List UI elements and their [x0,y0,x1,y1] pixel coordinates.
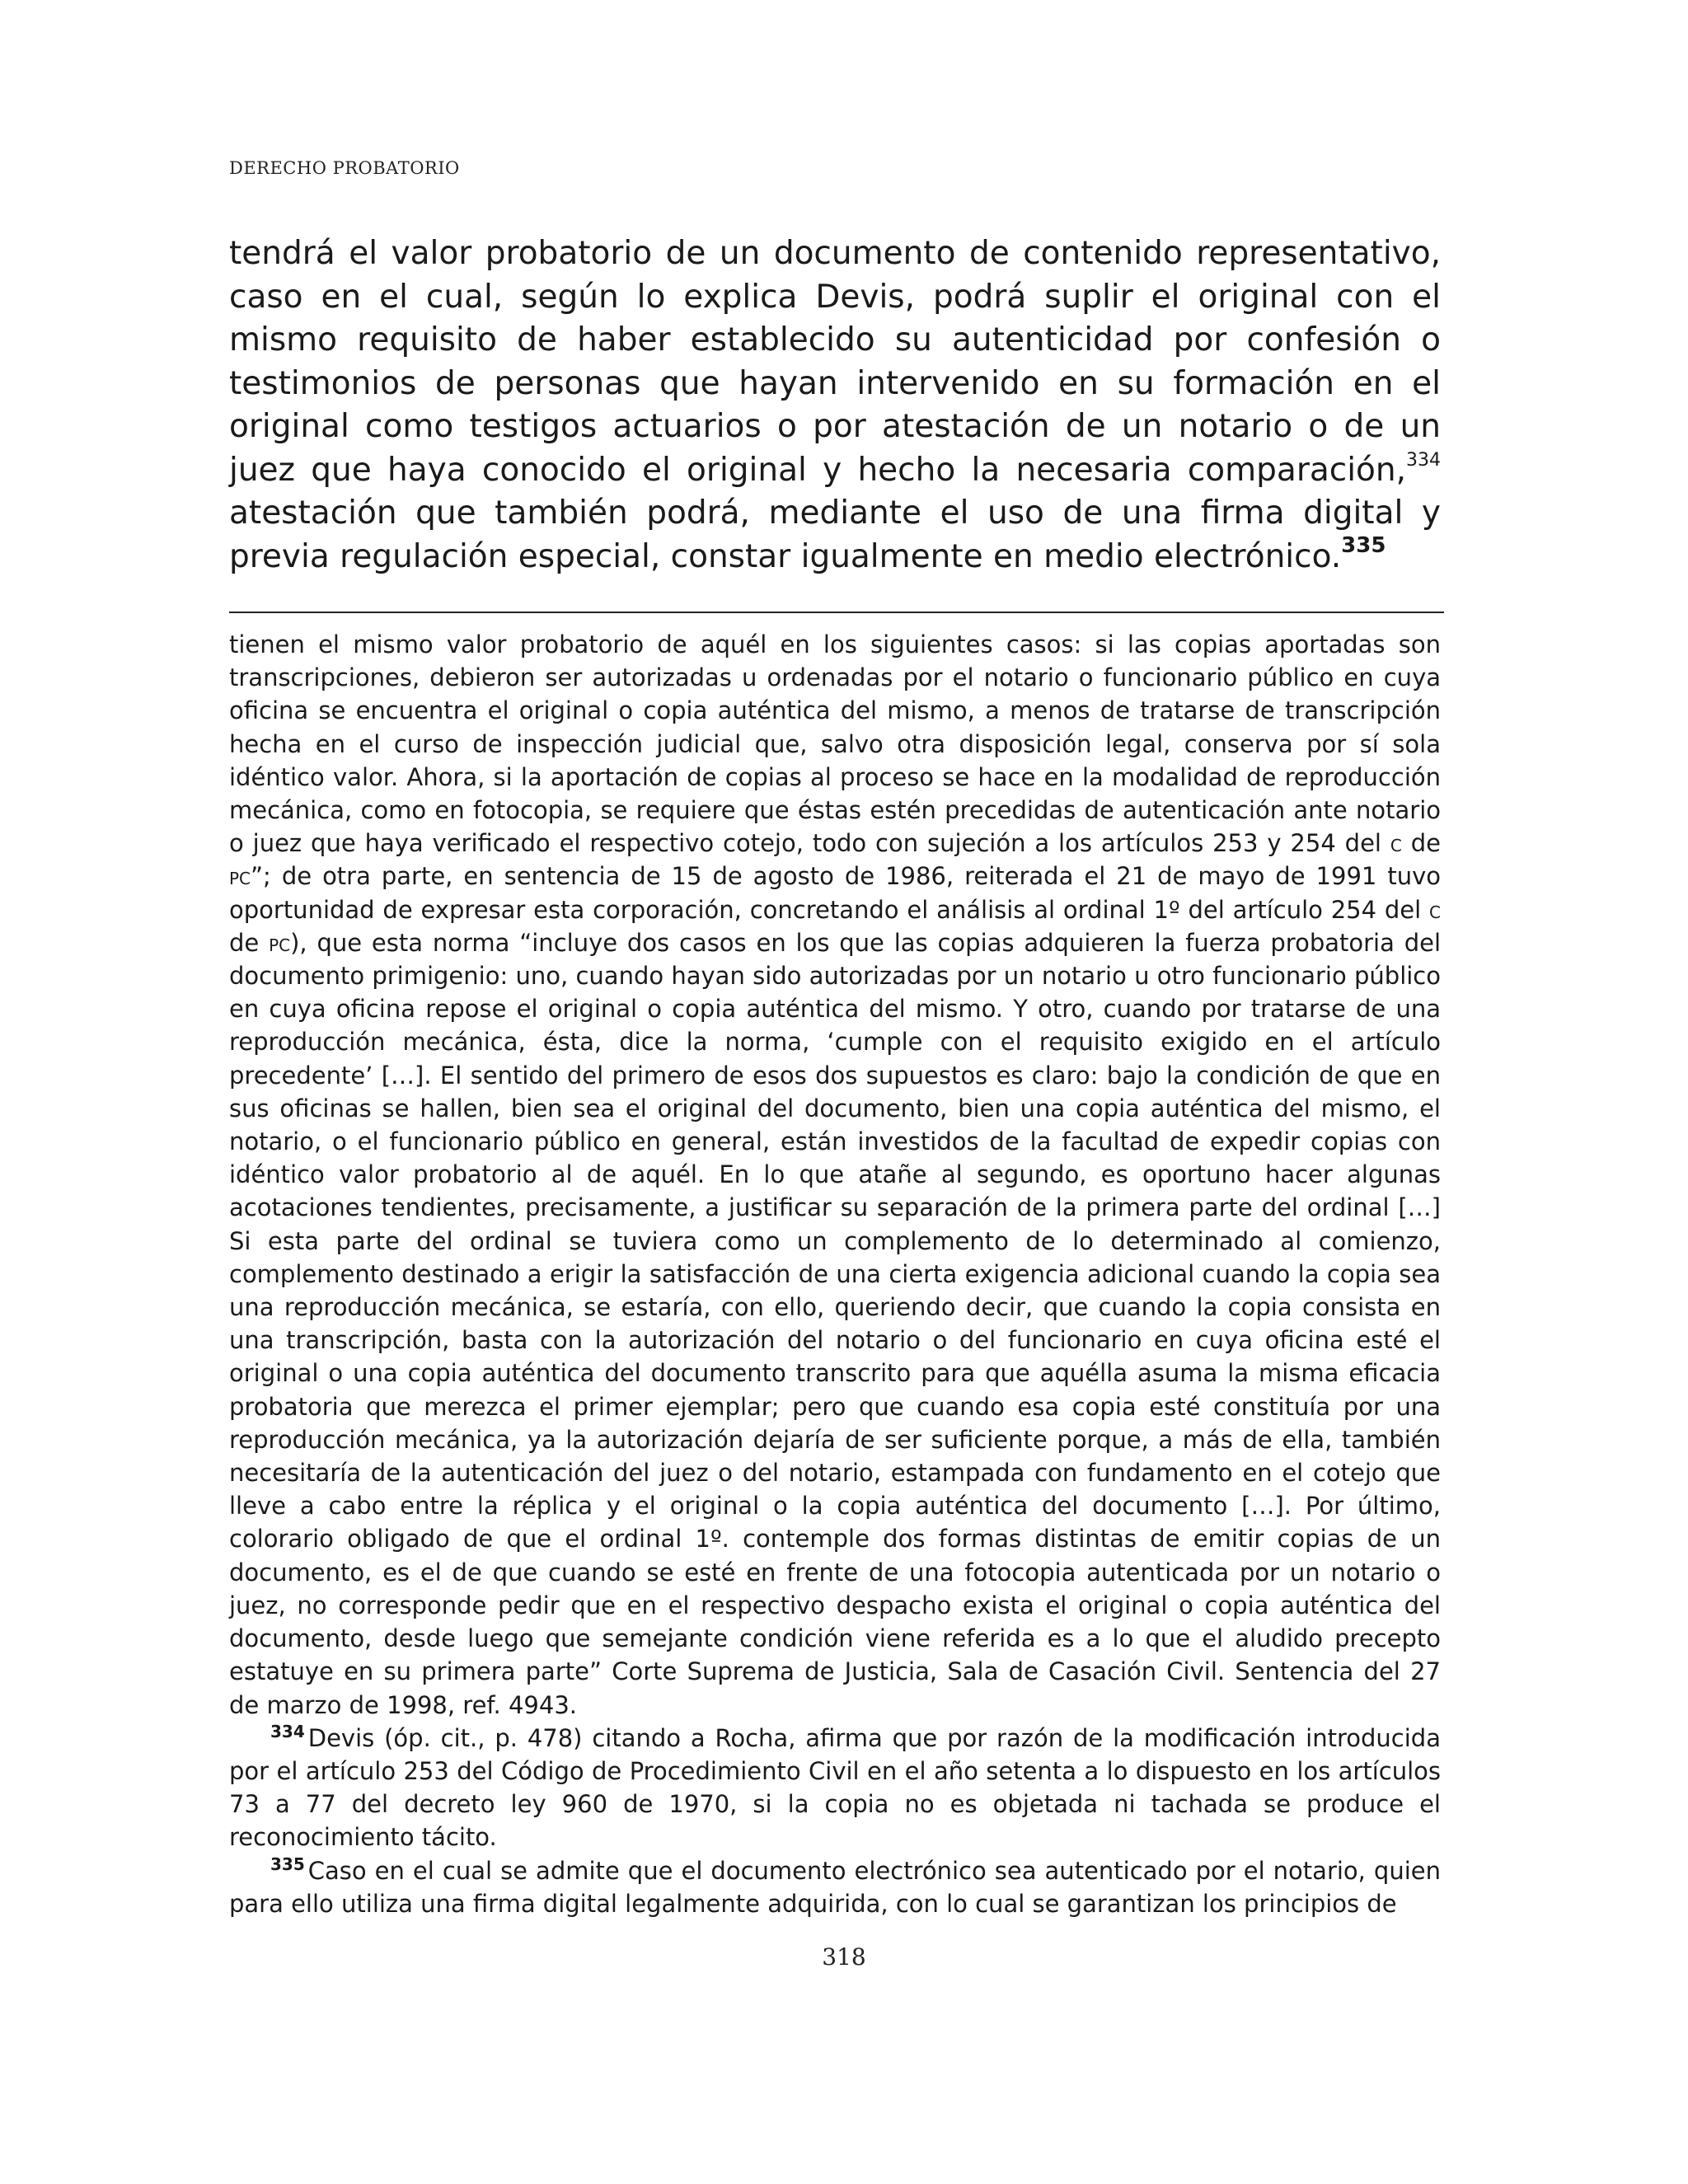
running-head: DERECHO PROBATORIO [229,158,460,178]
footnote-ref-334[interactable]: 334 [1406,449,1441,471]
footnote-335-text: Caso en el cual se admite que el documento electrónico sea autenticado por el notario, quien para ello utiliza una firma digital legalmente adquirida, con lo cual se garantizan los principios de [229,1856,1441,1918]
body-paragraph [229,232,1441,579]
footnote-334 [229,1722,1441,1854]
footnote-334-text: Devis (óp. cit., p. 478) citando a Rocha, afirma que por razón de la modificación introducida por el artículo 253 del Código de Procedimiento Civil en el año setenta a lo dispuesto en los artículos 73 a 77 del decreto ley 960 de 1970, si la copia no es objetada ni tachada se produce el reconocimiento tácito. [229,1723,1441,1852]
body-text-start: tendrá el valor probatorio de un documento de contenido representativo, caso en el cual, según lo explica Devis, podrá suplir el original con el mismo requisito de haber establecido su autenticidad por confesión o testimonios de personas que hayan intervenido en su formación en el original como testigos actuarios o por atestación de un notario o de un juez que haya conocido el original y hecho la necesaria comparación, [229,235,1441,489]
footnote-335-marker: 335 [270,1854,305,1874]
footnote-334-marker: 334 [270,1722,305,1742]
footnote-separator [229,612,1444,613]
footnote-335 [229,1854,1441,1920]
footnotes-area [229,628,1441,1920]
body-text-end: atestación que también podrá, mediante el uso de una firma digital y previa regulación especial, constar igualmente en medio electrónico. [229,494,1441,575]
footnote-ref-335[interactable]: 335 [1341,532,1386,558]
footnote-continuation: tienen el mismo valor probatorio de aquél en los siguientes casos: si las copias aportadas son transcripciones, debieron ser autorizadas u ordenadas por el notario o funcionario público en cuya oficina se encuentra el original o copia auténtica del mismo, a menos de tratarse de transcripción hecha en el curso de inspección judicial que, salvo otra disposición legal, conserva por sí sola idéntico valor. Ahora, si la aportación de copias al proceso se hace en la modalidad de reproducción mecánica, como en fotocopia, se requiere que éstas estén precedidas de autenticación ante notario o juez que haya verificado el respectivo cotejo, todo con sujeción a los artículos 253 y 254 del c de pc”; de otra parte, en sentencia de 15 de agosto de 1986, reiterada el 21 de mayo de 1991 tuvo oportunidad de expresar esta corporación, concretando el análisis al ordinal 1º del artículo 254 del c de pc), que esta norma “incluye dos casos en los que las copias adquieren la fuerza probatoria del documento primigenio: uno, cuando hayan sido autorizadas por un notario u otro funcionario público en cuya oficina repose el original o copia auténtica del mismo. Y otro, cuando por tratarse de una reproducción mecánica, ésta, dice la norma, ‘cumple con el requisito exigido en el artículo precedente’ […]. El sentido del primero de esos dos supuestos es claro: bajo la condición de que en sus oficinas se hallen, bien sea el original del documento, bien una copia auténtica del mismo, el notario, o el funcionario público en general, están investidos de la facultad de expedir copias con idéntico valor probatorio al de aquél. En lo que atañe al segundo, es oportuno hacer algunas acotaciones tendientes, precisamente, a justificar su separación de la primera parte del ordinal […] Si esta parte del ordinal se tuviera como un complemento de lo determinado al comienzo, complemento destinado a erigir la satisfacción de una cierta exigencia adicional cuando la copia sea una reproducción mecánica, se estaría, con ello, queriendo decir, que cuando la copia consista en una transcripción, basta con la autorización del notario o del funcionario en cuya oficina esté el original o una copia auténtica del documento transcrito para que aquélla asuma la misma eficacia probatoria que merezca el primer ejemplar; pero que cuando esa copia esté constituía por una reproducción mecánica, ya la autorización dejaría de ser suficiente porque, a más de ella, también necesitaría de la autenticación del juez o del notario, estampada con fundamento en el cotejo que lleve a cabo entre la réplica y el original o la copia auténtica del documento […]. Por último, colorario obligado de que el ordinal 1º. contemple dos formas distintas de emitir copias de un documento, es el de que cuando se esté en frente de una fotocopia autenticada por un notario o juez, no corresponde pedir que en el respectivo despacho exista el original o copia auténtica del documento, desde luego que semejante condición viene referida es a lo que el aludido precepto estatuye en su primera parte” Corte Suprema de Justicia, Sala de Casación Civil. Sentencia del 27 de marzo de 1998, ref. 4943. [229,630,1441,1719]
page-number: 318 [822,1943,866,1971]
